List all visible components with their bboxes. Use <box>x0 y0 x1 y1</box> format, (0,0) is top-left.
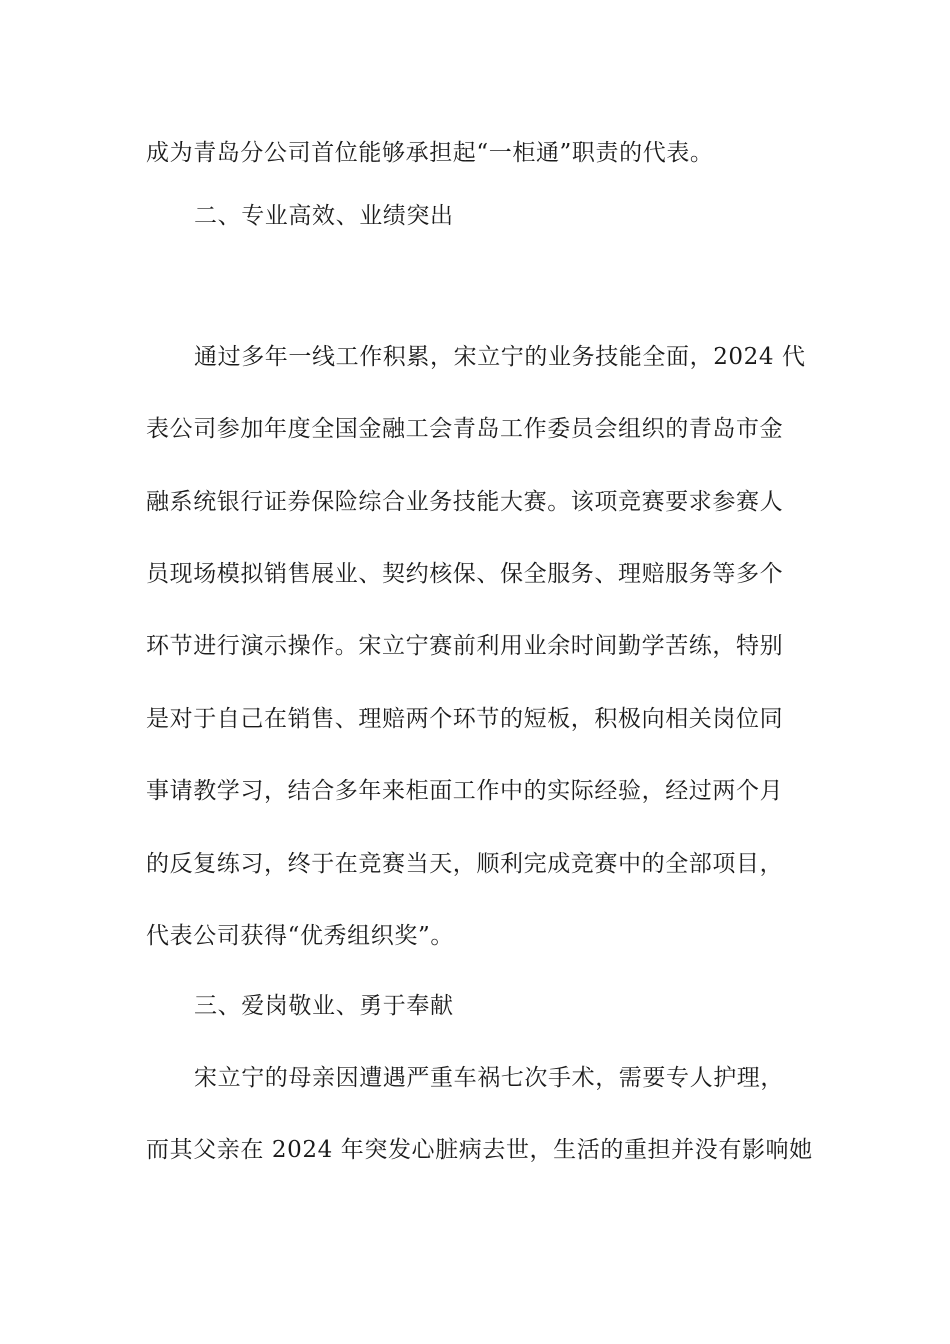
paragraph-line: 环节进行演示操作。宋立宁赛前利用业余时间勤学苦练，特别 <box>146 633 784 659</box>
paragraph-line: 成为青岛分公司首位能够承担起“一柜通”职责的代表。 <box>146 140 714 166</box>
paragraph-line: 代表公司获得“优秀组织奖”。 <box>146 923 454 949</box>
paragraph-line: 表公司参加年度全国金融工会青岛工作委员会组织的青岛市金 <box>146 416 784 442</box>
paragraph-line: 宋立宁的母亲因遭遇严重车祸七次手术，需要专人护理， <box>194 1065 784 1091</box>
paragraph-line: 事请教学习，结合多年来柜面工作中的实际经验，经过两个月 <box>146 778 784 804</box>
paragraph-line: 的反复练习，终于在竞赛当天，顺利完成竞赛中的全部项目， <box>146 851 784 877</box>
paragraph-line: 而其父亲在 2024 年突发心脏病去世，生活的重担并没有影响她 <box>146 1137 813 1163</box>
paragraph-line: 是对于自己在销售、理赔两个环节的短板，积极向相关岗位同 <box>146 706 784 732</box>
paragraph-line: 通过多年一线工作积累，宋立宁的业务技能全面，2024 代 <box>194 344 806 370</box>
paragraph-line: 员现场模拟销售展业、契约核保、保全服务、理赔服务等多个 <box>146 561 784 587</box>
paragraph-line: 融系统银行证券保险综合业务技能大赛。该项竞赛要求参赛人 <box>146 489 784 515</box>
section-heading: 三、爱岗敬业、勇于奉献 <box>194 993 454 1019</box>
section-heading: 二、专业高效、业绩突出 <box>194 203 454 229</box>
